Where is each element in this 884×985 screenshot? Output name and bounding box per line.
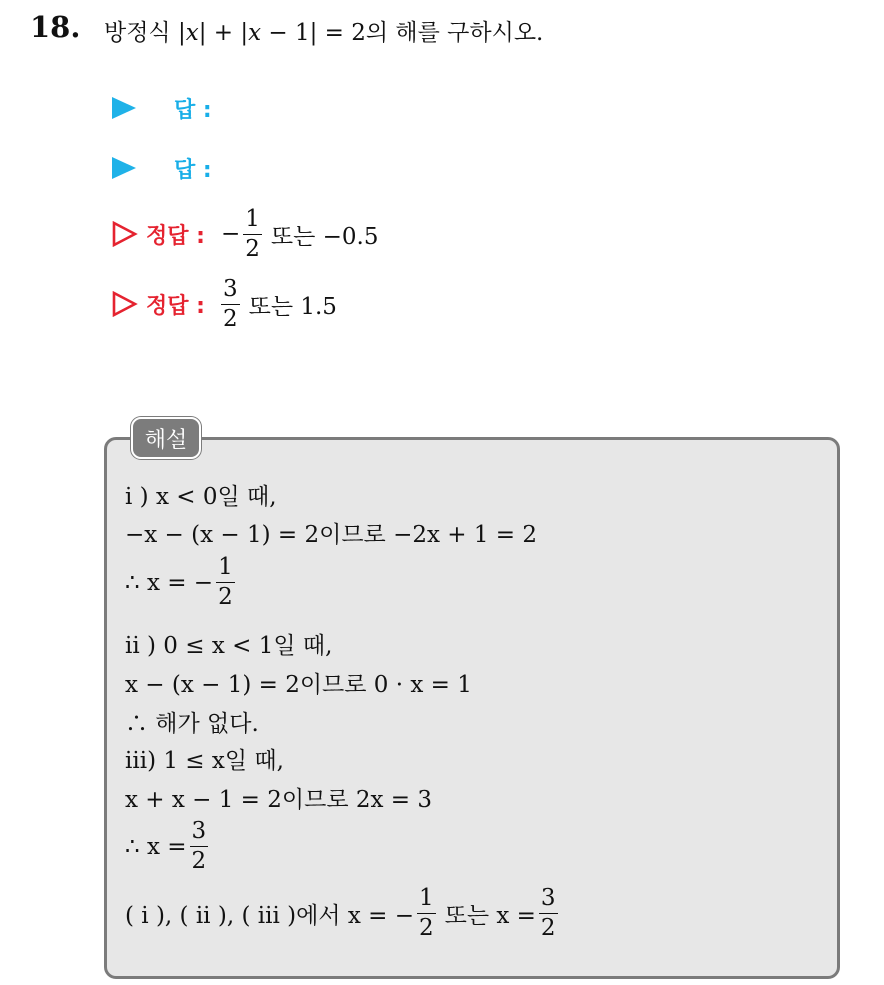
solution-line: iii) 1 ≤ x일 때,	[125, 748, 284, 774]
fraction	[221, 275, 240, 332]
solution-text: ∴ x =	[125, 833, 187, 860]
correct-answer-label: 정답 :	[146, 293, 205, 319]
fraction	[243, 205, 262, 262]
fraction-denominator: 2	[191, 848, 207, 874]
question-text-part: − 1| = 2의 해를 구하시오.	[261, 20, 544, 46]
fraction-denominator: 2	[540, 915, 556, 941]
answer-suffix: 또는 −0.5	[270, 223, 379, 250]
fraction	[539, 887, 558, 940]
answer-suffix: 또는 1.5	[248, 293, 337, 320]
correct-answer-label: 정답 :	[146, 223, 205, 249]
fraction-denominator: 2	[245, 235, 260, 262]
solution-line: x + x − 1 = 2이므로 2x = 3	[125, 787, 432, 813]
fraction	[216, 556, 235, 609]
outline-triangle-icon	[112, 221, 138, 247]
fraction-denominator: 2	[418, 915, 434, 941]
answer-blank-row[interactable]	[112, 154, 212, 182]
answer-label: 답 :	[174, 97, 212, 123]
solution-line: ∴ 해가 없다.	[125, 711, 259, 737]
question-number: 18.	[30, 10, 81, 44]
solution-line	[125, 887, 561, 940]
solution-text: ( i ), ( ii ), ( iii )에서 x = −	[125, 903, 414, 929]
correct-answer-row	[112, 203, 379, 265]
solution-line: i ) x < 0일 때,	[125, 484, 277, 510]
fraction	[190, 820, 209, 873]
fraction-numerator: 1	[218, 554, 233, 580]
question-text	[104, 14, 543, 47]
variable-x: x	[185, 20, 199, 46]
solution-line: −x − (x − 1) = 2이므로 −2x + 1 = 2	[125, 522, 538, 548]
solution-text: ∴ x = −	[125, 569, 214, 596]
outline-triangle-icon	[112, 291, 138, 317]
answer-blank-row[interactable]	[112, 94, 212, 122]
play-triangle-icon	[112, 157, 136, 179]
question-text-part: 방정식 |	[104, 20, 186, 46]
fraction	[417, 887, 436, 940]
fraction-numerator: 3	[222, 275, 238, 302]
solution-text: 또는 x =	[444, 903, 536, 929]
play-triangle-icon	[112, 97, 136, 119]
solution-line: x − (x − 1) = 2이므로 0 · x = 1	[125, 672, 472, 698]
answer-label: 답 :	[174, 157, 212, 183]
answer-sign: −	[220, 221, 241, 247]
solution-tab: 해설	[131, 417, 201, 459]
fraction-denominator: 2	[218, 584, 233, 610]
fraction-numerator: 1	[245, 205, 260, 232]
fraction-numerator: 3	[191, 818, 207, 844]
fraction-numerator: 3	[540, 885, 556, 911]
fraction-numerator: 1	[418, 885, 434, 911]
variable-x: x	[248, 20, 262, 46]
fraction-denominator: 2	[222, 305, 238, 332]
question-text-part: | + |	[198, 20, 249, 46]
correct-answer-row	[112, 273, 337, 335]
solution-line: ii ) 0 ≤ x < 1일 때,	[125, 633, 333, 659]
solution-line	[125, 820, 211, 873]
solution-line	[125, 556, 238, 609]
